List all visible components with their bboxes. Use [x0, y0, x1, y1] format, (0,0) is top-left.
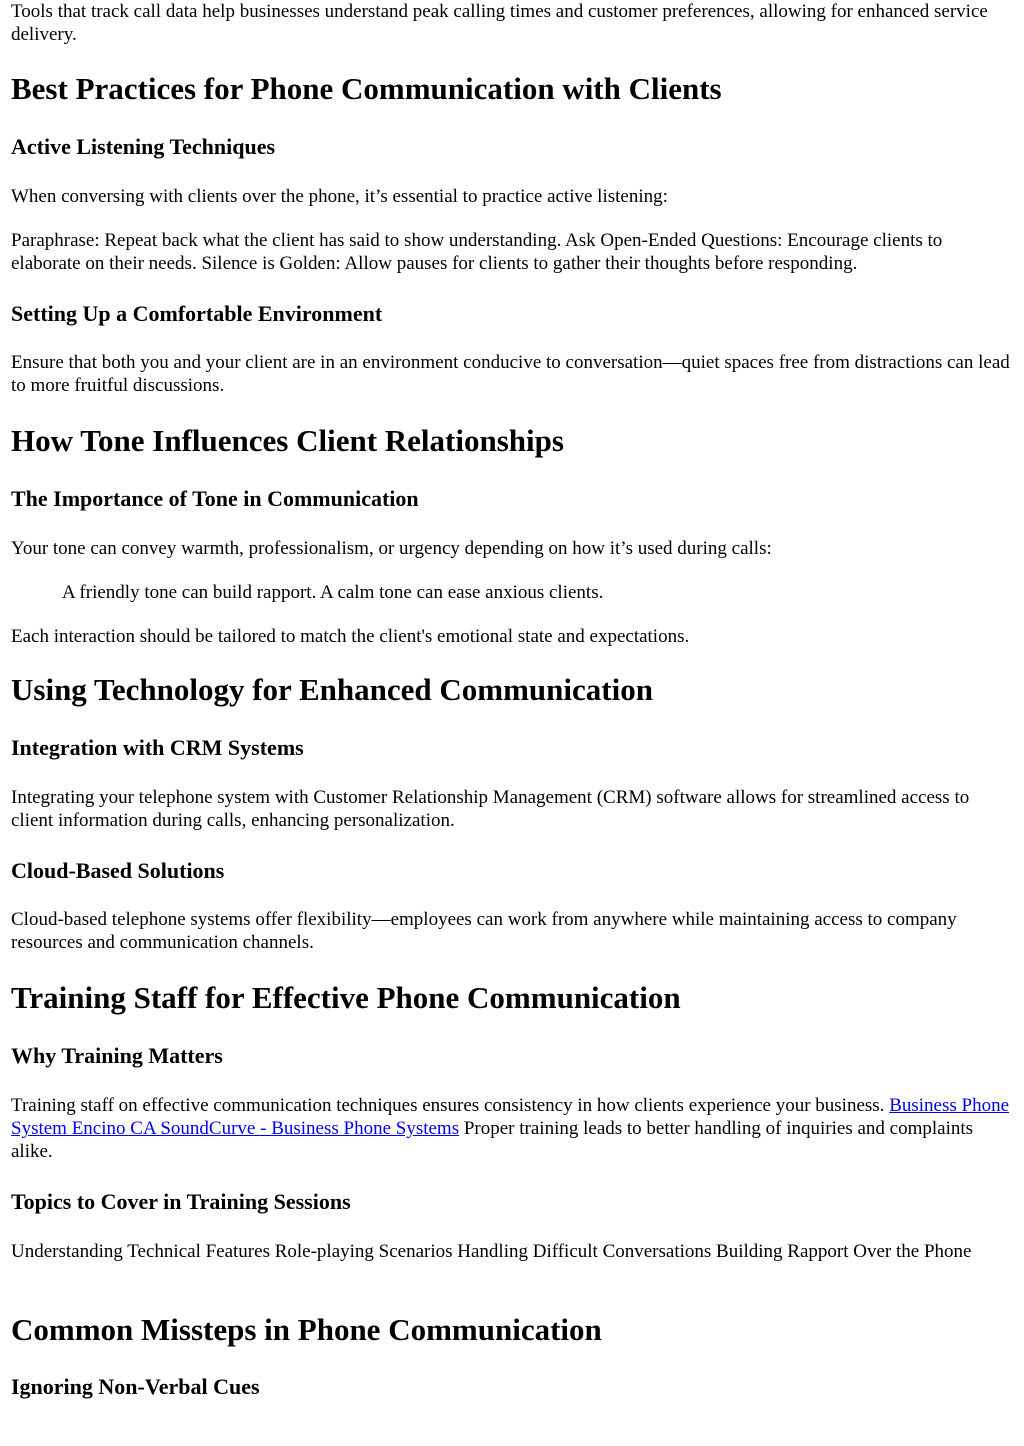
missteps-heading: Common Missteps in Phone Communication	[11, 1312, 602, 1347]
active-listening-heading: Active Listening Techniques	[11, 134, 276, 159]
crm-heading: Integration with CRM Systems	[11, 735, 304, 760]
environment-heading: Setting Up a Comfortable Environment	[11, 301, 383, 326]
why-training-text-before: Training staff on effective communication techniques ensures consistency in how clients experience your business.	[11, 1095, 890, 1116]
training-heading: Training Staff for Effective Phone Communication	[11, 980, 681, 1015]
best-practices-heading: Best Practices for Phone Communication with Clients	[11, 71, 722, 106]
tone-importance-heading: The Importance of Tone in Communication	[11, 486, 419, 511]
tone-closing-paragraph: Each interaction should be tailored to match the client's emotional state and expectations.	[11, 626, 690, 647]
technology-heading: Using Technology for Enhanced Communication	[11, 672, 653, 707]
business-phone-system-link[interactable]: Business Phone System Encino CA SoundCurve - Business Phone Systems	[11, 1095, 1010, 1139]
cloud-paragraph: Cloud-based telephone systems offer flexibility—employees can work from anywhere while maintaining access to company resources and communication channels.	[11, 909, 957, 953]
training-topics-heading: Topics to Cover in Training Sessions	[11, 1189, 351, 1214]
training-topics-paragraph: Understanding Technical Features Role-playing Scenarios Handling Difficult Conversations Building Rapport Over the Phone	[11, 1241, 972, 1262]
why-training-text-after: Proper training leads to better handling of inquiries and complaints alike.	[11, 1118, 974, 1162]
tone-heading: How Tone Influences Client Relationships	[11, 423, 564, 458]
cloud-heading: Cloud-Based Solutions	[11, 858, 225, 883]
environment-paragraph: Ensure that both you and your client are in an environment conducive to conversation—quiet spaces free from distractions can lead to more fruitful discussions.	[11, 352, 1010, 396]
crm-paragraph: Integrating your telephone system with Customer Relationship Management (CRM) software allows for streamlined access to client information during calls, enhancing personalization.	[11, 787, 970, 831]
nonverbal-cues-heading: Ignoring Non-Verbal Cues	[11, 1374, 260, 1399]
tone-intro-paragraph: Your tone can convey warmth, professionalism, or urgency depending on how it’s used during calls:	[11, 538, 772, 559]
tone-examples-blockquote: A friendly tone can build rapport. A calm tone can ease anxious clients.	[62, 582, 604, 603]
why-training-heading: Why Training Matters	[11, 1043, 223, 1068]
active-listening-intro: When conversing with clients over the phone, it’s essential to practice active listening:	[11, 186, 668, 207]
why-training-paragraph	[11, 1094, 1013, 1163]
intro-tail-paragraph: Tools that track call data help businesses understand peak calling times and customer preferences, allowing for enhanced service delivery.	[11, 1, 988, 45]
active-listening-tips: Paraphrase: Repeat back what the client has said to show understanding. Ask Open-Ended Questions: Encourage clients to elaborate on their needs. Silence is Golden: Allow pauses for clients to gather their thoughts before responding.	[11, 230, 943, 274]
